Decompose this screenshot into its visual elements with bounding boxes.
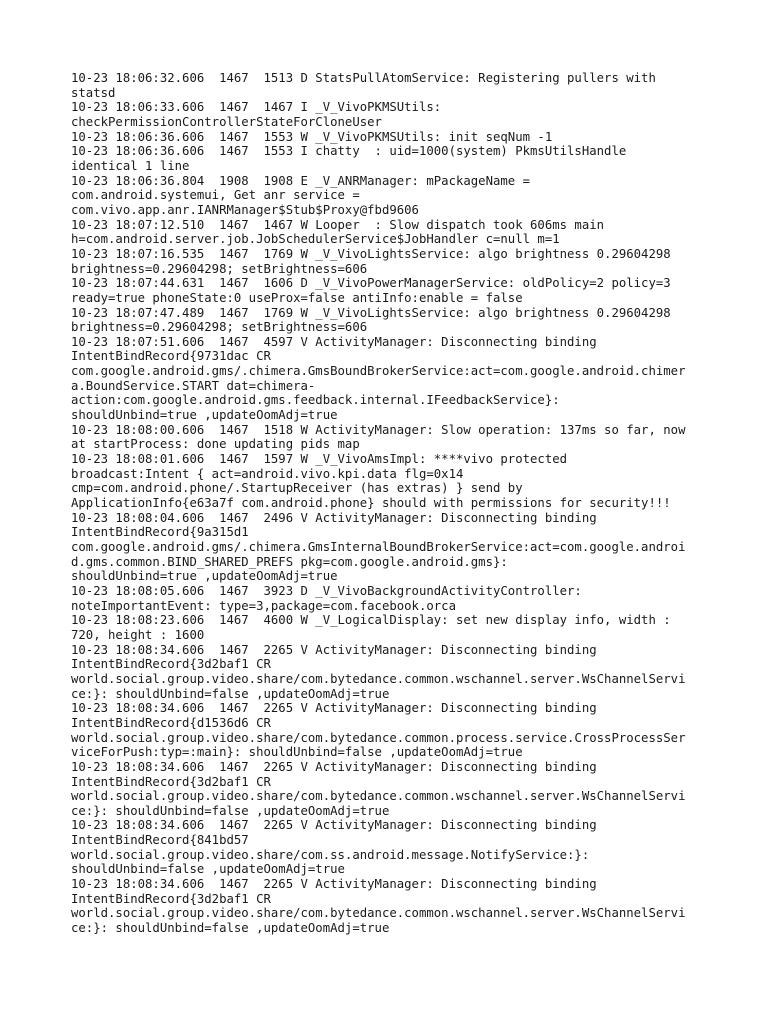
log-line: 10-23 18:08:34.606 1467 2265 V ActivityManager: Disconnecting binding — [71, 759, 597, 774]
log-line: broadcast:Intent { act=android.vivo.kpi.data flg=0x14 — [71, 466, 464, 481]
log-line: viceForPush:typ=:main}: shouldUnbind=false ,updateOomAdj=true — [71, 745, 523, 760]
log-line: a.BoundService.START dat=chimera- — [71, 378, 316, 393]
log-line: com.google.android.gms/.chimera.GmsBoundBrokerService:act=com.google.android.chimer — [71, 364, 686, 379]
log-line: IntentBindRecord{9a315d1 — [71, 525, 249, 540]
log-line: cmp=com.android.phone/.StartupReceiver (has extras) } send by — [71, 481, 523, 496]
log-line: 10-23 18:08:34.606 1467 2265 V ActivityManager: Disconnecting binding — [71, 818, 597, 833]
log-line: 10-23 18:06:36.606 1467 1553 W _V_VivoPKMSUtils: init seqNum -1 — [71, 129, 553, 144]
log-line: world.social.group.video.share/com.bytedance.common.wschannel.server.WsChannelServi — [71, 671, 686, 686]
log-line: world.social.group.video.share/com.ss.android.message.NotifyService:}: — [71, 847, 590, 862]
log-line: ce:}: shouldUnbind=false ,updateOomAdj=true — [71, 803, 390, 818]
log-line: 10-23 18:06:36.804 1908 1908 E _V_ANRManager: mPackageName = — [71, 173, 531, 188]
log-line: ApplicationInfo{e63a7f com.android.phone} should with permissions for security!!! — [71, 496, 671, 511]
log-line: identical 1 line — [71, 158, 190, 173]
log-line: shouldUnbind=false ,updateOomAdj=true — [71, 862, 345, 877]
log-line: brightness=0.29604298; setBrightness=606 — [71, 320, 368, 335]
log-line: world.social.group.video.share/com.bytedance.common.process.service.CrossProcessSer — [71, 730, 686, 745]
log-line: 720, height : 1600 — [71, 627, 205, 642]
log-line: IntentBindRecord{841bd57 — [71, 833, 249, 848]
log-line: h=com.android.server.job.JobSchedulerService$JobHandler c=null m=1 — [71, 232, 560, 247]
log-line: 10-23 18:08:34.606 1467 2265 V ActivityManager: Disconnecting binding — [71, 701, 597, 716]
log-line: ce:}: shouldUnbind=false ,updateOomAdj=true — [71, 686, 390, 701]
log-line: d.gms.common.BIND_SHARED_PREFS pkg=com.google.android.gms}: — [71, 554, 508, 569]
log-line: IntentBindRecord{3d2baf1 CR — [71, 657, 271, 672]
log-line: 10-23 18:08:23.606 1467 4600 W _V_LogicalDisplay: set new display info, width : — [71, 613, 671, 628]
log-line: IntentBindRecord{9731dac CR — [71, 349, 271, 364]
log-line: 10-23 18:08:00.606 1467 1518 W ActivityManager: Slow operation: 137ms so far, now — [71, 422, 686, 437]
log-line: shouldUnbind=true ,updateOomAdj=true — [71, 569, 338, 584]
log-line: world.social.group.video.share/com.bytedance.common.wschannel.server.WsChannelServi — [71, 906, 686, 921]
log-line: 10-23 18:07:12.510 1467 1467 W Looper : Slow dispatch took 606ms main — [71, 217, 605, 232]
log-line: world.social.group.video.share/com.bytedance.common.wschannel.server.WsChannelServi — [71, 789, 686, 804]
log-line: action:com.google.android.gms.feedback.internal.IFeedbackService}: — [71, 393, 560, 408]
log-line: ce:}: shouldUnbind=false ,updateOomAdj=true — [71, 921, 390, 936]
log-line: com.google.android.gms/.chimera.GmsInternalBoundBrokerService:act=com.google.androi — [71, 540, 686, 554]
log-line: 10-23 18:07:47.489 1467 1769 W _V_VivoLightsService: algo brightness 0.29604298 — [71, 305, 671, 320]
log-line: at startProcess: done updating pids map — [71, 437, 360, 452]
log-line: 10-23 18:06:32.606 1467 1513 D StatsPullAtomService: Registering pullers with — [71, 71, 656, 85]
log-line: 10-23 18:06:33.606 1467 1467 I _V_VivoPKMSUtils: — [71, 100, 442, 115]
log-line: 10-23 18:07:51.606 1467 4597 V ActivityManager: Disconnecting binding — [71, 334, 597, 349]
log-line: 10-23 18:08:34.606 1467 2265 V ActivityManager: Disconnecting binding — [71, 877, 597, 892]
log-line: checkPermissionControllerStateForCloneUser — [71, 114, 382, 129]
log-line: noteImportantEvent: type=3,package=com.facebook.orca — [71, 598, 456, 613]
log-line: 10-23 18:07:16.535 1467 1769 W _V_VivoLightsService: algo brightness 0.29604298 — [71, 246, 671, 261]
log-line: 10-23 18:08:04.606 1467 2496 V ActivityManager: Disconnecting binding — [71, 510, 597, 525]
log-line: 10-23 18:06:36.606 1467 1553 I chatty : uid=1000(system) PkmsUtilsHandle — [71, 144, 627, 159]
log-line: 10-23 18:07:44.631 1467 1606 D _V_VivoPowerManagerService: oldPolicy=2 policy=3 — [71, 276, 671, 291]
log-line: 10-23 18:08:34.606 1467 2265 V ActivityManager: Disconnecting binding — [71, 642, 597, 657]
log-line: brightness=0.29604298; setBrightness=606 — [71, 261, 368, 276]
log-line: shouldUnbind=true ,updateOomAdj=true — [71, 408, 338, 423]
log-line: com.android.systemui, Get anr service = — [71, 188, 360, 203]
log-line: ready=true phoneState:0 useProx=false antiInfo:enable = false — [71, 290, 523, 305]
log-line: 10-23 18:08:05.606 1467 3923 D _V_VivoBackgroundActivityController: — [71, 583, 582, 598]
log-line: statsd — [71, 85, 116, 100]
log-line: IntentBindRecord{3d2baf1 CR — [71, 891, 271, 906]
logcat-text-block — [71, 71, 711, 936]
log-line: com.vivo.app.anr.IANRManager$Stub$Proxy@fbd9606 — [71, 202, 419, 217]
log-line: 10-23 18:08:01.606 1467 1597 W _V_VivoAmsImpl: ****vivo protected — [71, 452, 568, 467]
log-line: IntentBindRecord{d1536d6 CR — [71, 715, 271, 730]
log-line: IntentBindRecord{3d2baf1 CR — [71, 774, 271, 789]
